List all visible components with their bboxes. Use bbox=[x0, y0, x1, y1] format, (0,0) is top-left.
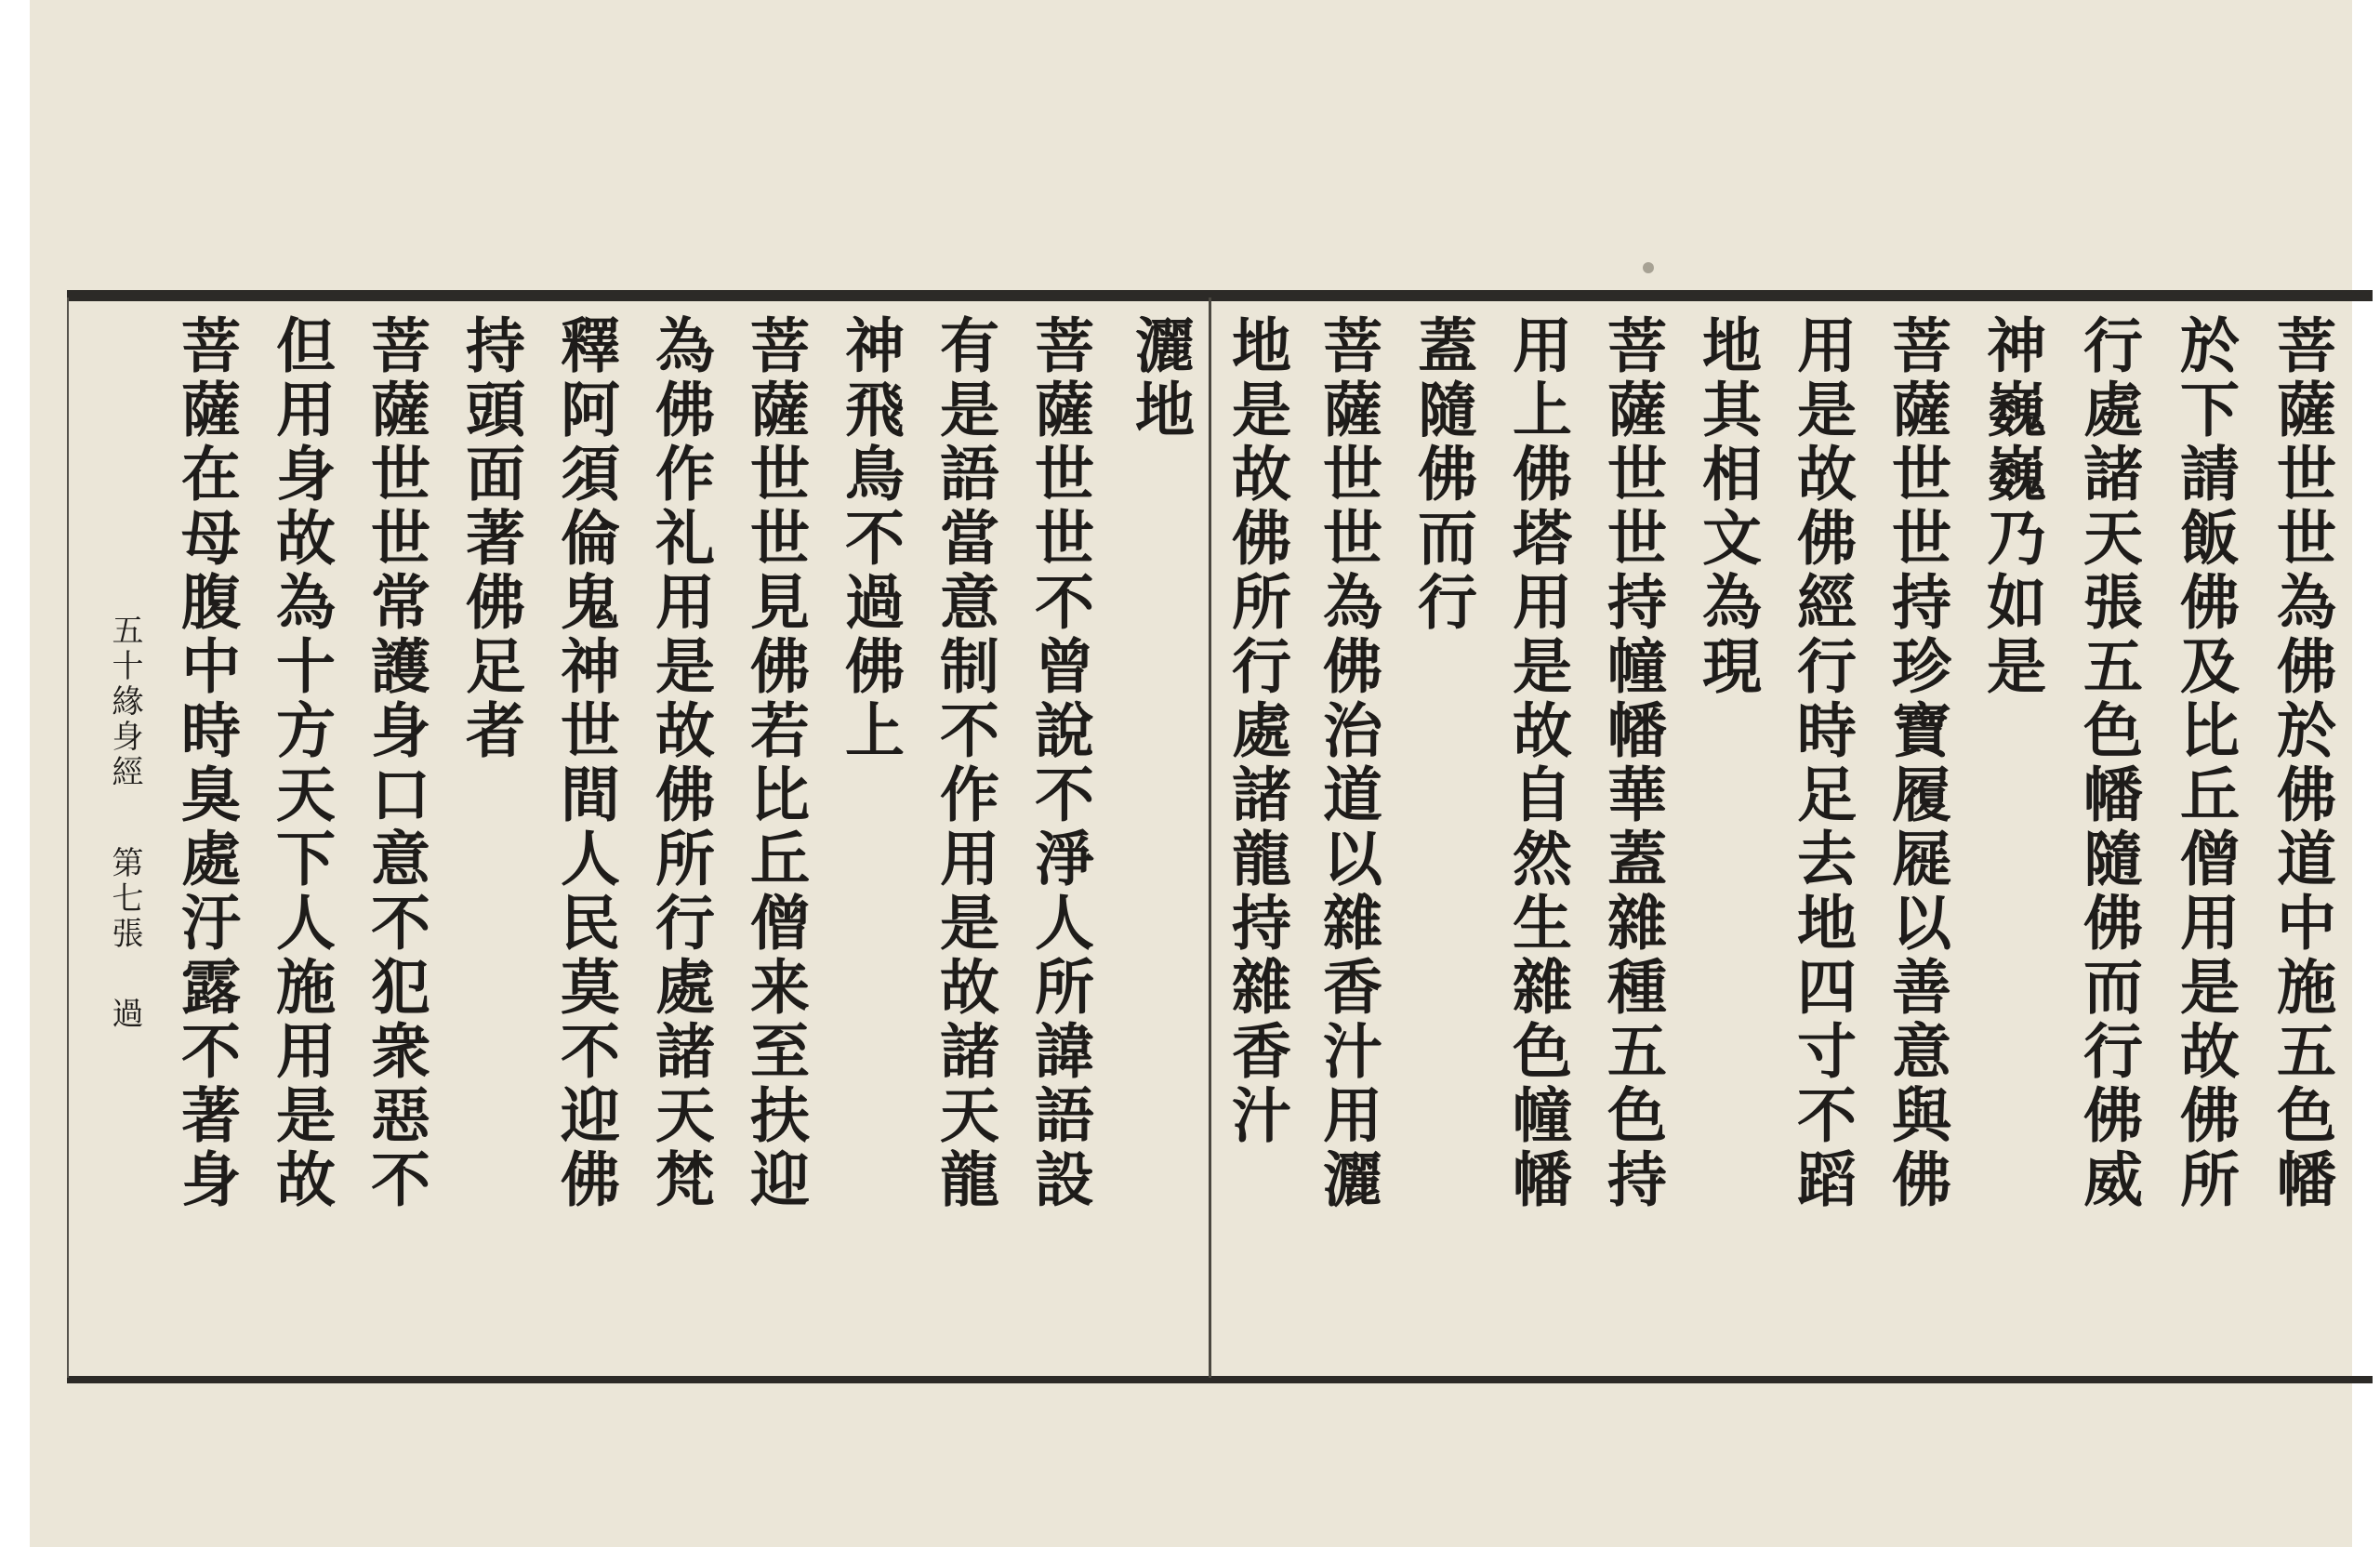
text-column: 菩薩世世見佛若比丘僧来至扶迎 bbox=[740, 314, 810, 1212]
text-column: 菩薩世世常護身口意不犯衆惡不 bbox=[361, 314, 430, 1212]
text-column: 神飛鳥不過佛上 bbox=[835, 314, 905, 763]
center-fold-line bbox=[1209, 298, 1211, 1378]
text-column: 神巍巍乃如是 bbox=[1977, 314, 2046, 699]
margin-title: 五十緣身經 bbox=[106, 614, 143, 790]
ink-spot bbox=[1643, 262, 1654, 273]
text-column: 菩薩世世為佛於佛道中施五色幡 bbox=[2267, 314, 2336, 1212]
text-column: 為佛作礼用是故佛所行處諸天梵 bbox=[645, 314, 715, 1212]
text-column: 菩薩在母腹中時臭處汙露不著身 bbox=[171, 314, 241, 1212]
text-column: 於下請飯佛及比丘僧用是故佛所 bbox=[2170, 314, 2240, 1212]
text-column: 持頭面著佛足者 bbox=[456, 314, 525, 763]
text-column: 菩薩世世持幢幡華蓋雜種五色持 bbox=[1597, 314, 1667, 1212]
text-column: 菩薩世世為佛治道以雜香汁用灑 bbox=[1313, 314, 1382, 1212]
text-column: 用上佛塔用是故自然生雜色幢幡 bbox=[1502, 314, 1572, 1212]
text-column: 灑地 bbox=[1125, 314, 1195, 443]
text-column: 但用身故為十方天下人施用是故 bbox=[266, 314, 336, 1212]
bottom-border-rule bbox=[67, 1376, 2373, 1383]
margin-page-number: 第七張 bbox=[106, 846, 143, 952]
margin-note: 過 bbox=[106, 997, 143, 1032]
text-column: 釋阿須倫鬼神世間人民莫不迎佛 bbox=[550, 314, 620, 1212]
text-column: 菩薩世世持珍寶履屣以善意與佛 bbox=[1882, 314, 1951, 1212]
text-column: 菩薩世世不曾說不淨人所諱語設 bbox=[1025, 314, 1094, 1212]
left-border-rule bbox=[67, 298, 69, 1378]
text-column: 用是故佛經行時足去地四寸不蹈 bbox=[1787, 314, 1857, 1212]
text-column: 有是語當意制不作用是故諸天龍 bbox=[930, 314, 999, 1212]
text-column: 地是故佛所行處諸龍持雜香汁 bbox=[1222, 314, 1291, 1148]
paper-sheet bbox=[30, 0, 2352, 1547]
top-border-rule bbox=[67, 290, 2373, 301]
text-column: 蓋隨佛而行 bbox=[1408, 314, 1477, 635]
text-column: 地其相文為現 bbox=[1692, 314, 1762, 699]
text-column: 行處諸天張五色幡隨佛而行佛威 bbox=[2073, 314, 2143, 1212]
